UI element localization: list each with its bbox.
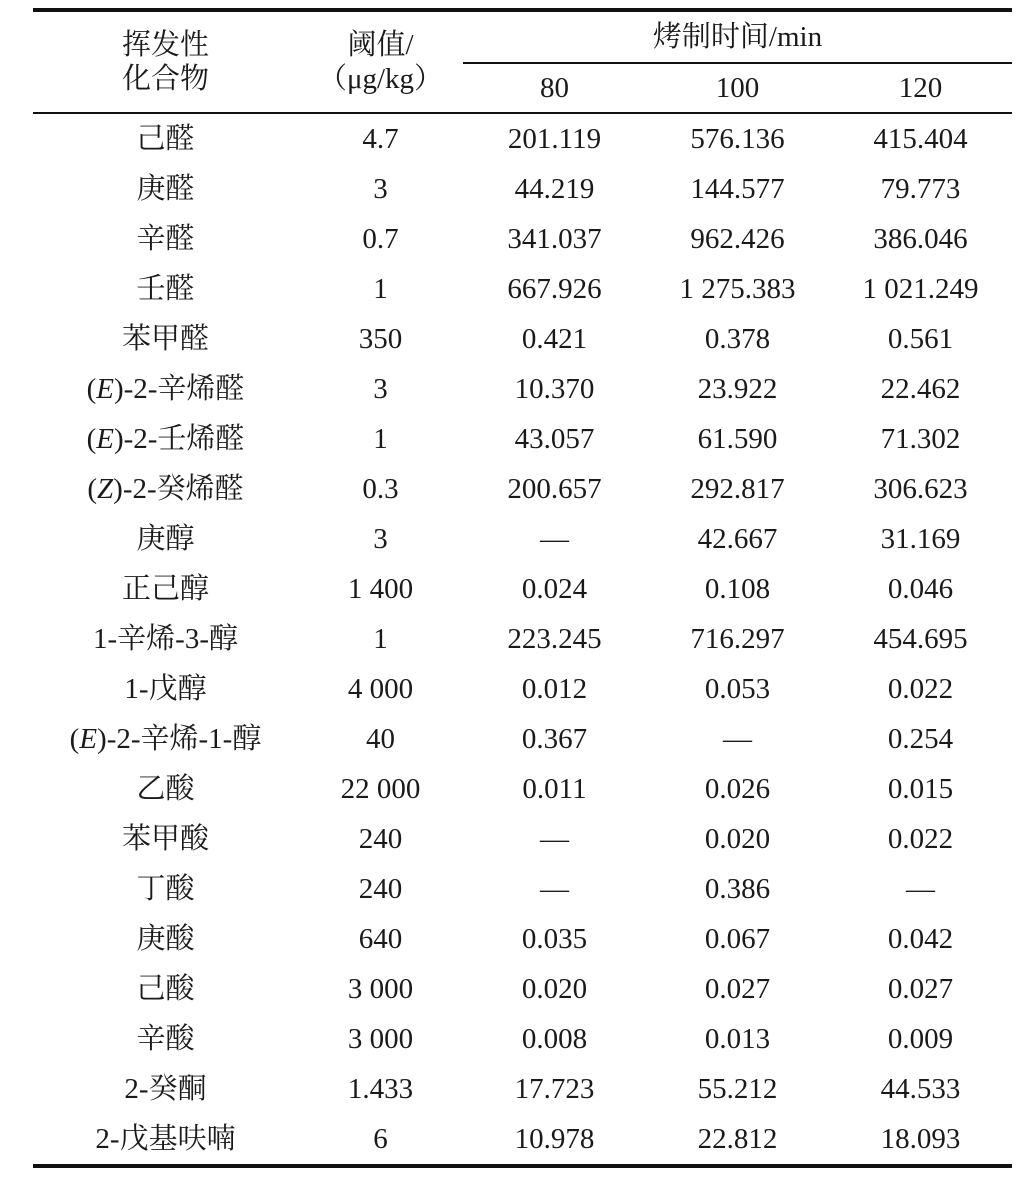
- table-row: [33, 414, 1012, 464]
- table-row: [33, 514, 1012, 564]
- compound-name-cell: 苯甲醛: [121, 323, 209, 355]
- compound-name-cell: 辛醛: [136, 223, 195, 255]
- value-100-cell: 0.378: [704, 323, 771, 355]
- table-row: [33, 464, 1012, 514]
- value-80-cell: 341.037: [507, 223, 602, 255]
- threshold-cell: 0.3: [362, 473, 399, 505]
- value-100-cell: 55.212: [697, 1073, 778, 1105]
- value-100-cell: 292.817: [690, 473, 785, 505]
- value-120-cell: 0.046: [887, 573, 954, 605]
- compound-name-cell: 庚醇: [136, 523, 195, 555]
- table-row: [33, 1014, 1012, 1064]
- table-row: [33, 564, 1012, 614]
- value-80-cell: 0.008: [521, 1023, 588, 1055]
- table-row: [33, 314, 1012, 364]
- value-100-cell: 0.027: [704, 973, 771, 1005]
- value-80-cell: 17.723: [514, 1073, 595, 1105]
- compound-name-cell: 己醛: [136, 123, 195, 155]
- value-120-cell: 306.623: [873, 473, 968, 505]
- threshold-cell: 240: [358, 823, 403, 855]
- value-80-cell: 200.657: [507, 473, 602, 505]
- threshold-cell: 0.7: [362, 223, 399, 255]
- threshold-cell: 4 000: [347, 673, 414, 705]
- compound-name-cell: (E)-2-壬烯醛: [86, 423, 245, 455]
- value-100-cell: 0.013: [704, 1023, 771, 1055]
- threshold-cell: 1: [373, 273, 388, 305]
- value-100-cell: 23.922: [697, 373, 778, 405]
- value-100-cell: 1 275.383: [679, 273, 796, 305]
- threshold-cell: 3: [373, 523, 388, 555]
- threshold-cell: 1: [373, 623, 388, 655]
- table-row: [33, 914, 1012, 964]
- table-row: [33, 864, 1012, 914]
- table-row: [33, 113, 1012, 164]
- value-120-cell: 18.093: [829, 1114, 1012, 1166]
- table-body: [33, 113, 1012, 1166]
- value-80-cell: 0.035: [521, 923, 588, 955]
- odor-activity-table-container: [33, 8, 1012, 1168]
- threshold-cell: 640: [358, 923, 403, 955]
- threshold-cell: 22 000: [340, 773, 421, 805]
- compound-column-header: [33, 10, 298, 113]
- table-row: [33, 1114, 1012, 1166]
- value-120-cell: 0.042: [887, 923, 954, 955]
- threshold-cell: 1.433: [347, 1073, 414, 1105]
- table-row: [33, 164, 1012, 214]
- value-120-cell: 0.254: [887, 723, 954, 755]
- table-row: [33, 614, 1012, 664]
- value-80-cell: 0.011: [522, 773, 587, 805]
- threshold-cell: 40: [366, 723, 395, 755]
- value-120-cell: 22.462: [880, 373, 961, 405]
- value-120-cell: 454.695: [873, 623, 968, 655]
- value-80-cell: 0.020: [521, 973, 588, 1005]
- threshold-cell: 1 400: [347, 573, 414, 605]
- table-row: [33, 964, 1012, 1014]
- threshold-cell: 3 000: [347, 1023, 414, 1055]
- value-100-cell: 716.297: [690, 623, 785, 655]
- value-80-cell: 0.421: [521, 323, 588, 355]
- value-120-cell: 44.533: [880, 1073, 961, 1105]
- table-row: [33, 764, 1012, 814]
- value-120-cell: 31.169: [880, 523, 961, 555]
- value-80-cell: 10.370: [514, 373, 595, 405]
- compound-name-cell: 1-辛烯-3-醇: [93, 623, 238, 655]
- value-120-cell: 71.302: [880, 423, 961, 455]
- value-80-cell: 0.367: [521, 723, 588, 755]
- compound-name-cell: 庚酸: [136, 923, 195, 955]
- compound-name-cell: (E)-2-辛烯醛: [86, 373, 245, 405]
- compound-header-line1: 挥发性: [121, 29, 209, 61]
- table-row: [33, 1064, 1012, 1114]
- compound-name-cell: 庚醛: [136, 173, 195, 205]
- value-120-cell: 386.046: [873, 223, 968, 255]
- compound-name-cell: 1-戊醇: [124, 673, 207, 705]
- value-80-cell: 43.057: [514, 423, 595, 455]
- value-80-cell: 0.024: [521, 573, 588, 605]
- value-80-cell: —: [540, 823, 569, 855]
- value-100-cell: 0.386: [704, 873, 771, 905]
- value-100-cell: 962.426: [690, 223, 785, 255]
- value-100-cell: 0.108: [704, 573, 771, 605]
- compound-name-cell: 壬醛: [136, 273, 195, 305]
- value-120-cell: 0.561: [887, 323, 954, 355]
- value-120-cell: 0.009: [887, 1023, 954, 1055]
- threshold-header-line1: 阈值/: [347, 29, 414, 61]
- value-120-cell: 415.404: [873, 123, 968, 155]
- value-120-cell: 0.027: [887, 973, 954, 1005]
- threshold-cell: 4.7: [362, 123, 399, 155]
- value-80-cell: —: [540, 873, 569, 905]
- table-row: [33, 714, 1012, 764]
- table-row: [33, 264, 1012, 314]
- value-100-cell: 42.667: [697, 523, 778, 555]
- odor-activity-table: [33, 8, 1012, 1168]
- compound-name-cell: (Z)-2-癸烯醛: [87, 473, 244, 505]
- time-header-80: 80: [463, 63, 646, 113]
- table-row: [33, 664, 1012, 714]
- value-100-cell: 576.136: [690, 123, 785, 155]
- compound-name-cell: 正己醇: [121, 573, 209, 605]
- value-80-cell: 201.119: [507, 123, 602, 155]
- value-100-cell: 0.067: [704, 923, 771, 955]
- value-80-cell: 10.978: [463, 1114, 646, 1166]
- table-row: [33, 364, 1012, 414]
- value-100-cell: 0.026: [704, 773, 771, 805]
- value-80-cell: 0.012: [521, 673, 588, 705]
- value-120-cell: 0.022: [887, 673, 954, 705]
- compound-name-cell: 2-癸酮: [124, 1073, 207, 1105]
- threshold-cell: 240: [358, 873, 403, 905]
- value-120-cell: 1 021.249: [862, 273, 979, 305]
- value-100-cell: 0.053: [704, 673, 771, 705]
- compound-header-line2: 化合物: [121, 63, 209, 95]
- value-80-cell: 667.926: [507, 273, 602, 305]
- value-80-cell: 223.245: [507, 623, 602, 655]
- table-row: [33, 214, 1012, 264]
- value-100-cell: 61.590: [697, 423, 778, 455]
- compound-name-cell: 苯甲酸: [121, 823, 209, 855]
- compound-name-cell: 己酸: [136, 973, 195, 1005]
- time-header-120: 120: [829, 63, 1012, 113]
- threshold-header-line2: （μg/kg）: [317, 63, 444, 95]
- threshold-cell: 3: [373, 173, 388, 205]
- value-120-cell: 0.022: [887, 823, 954, 855]
- value-120-cell: 0.015: [887, 773, 954, 805]
- compound-name-cell: 辛酸: [136, 1023, 195, 1055]
- value-100-cell: 0.020: [704, 823, 771, 855]
- compound-name-cell: 丁酸: [136, 873, 195, 905]
- value-120-cell: —: [906, 873, 935, 905]
- time-header-100: 100: [646, 63, 829, 113]
- table-header: [33, 10, 1012, 113]
- roasting-time-group-header: 烤制时间/min: [463, 10, 1012, 63]
- compound-name-cell: (E)-2-辛烯-1-醇: [69, 723, 262, 755]
- value-100-cell: 22.812: [646, 1114, 829, 1166]
- value-100-cell: —: [723, 723, 752, 755]
- threshold-cell: 6: [298, 1114, 463, 1166]
- value-80-cell: —: [540, 523, 569, 555]
- table-row: [33, 814, 1012, 864]
- threshold-column-header: [298, 10, 463, 113]
- compound-name-cell: 乙酸: [136, 773, 195, 805]
- threshold-cell: 3: [373, 373, 388, 405]
- value-120-cell: 79.773: [880, 173, 961, 205]
- value-100-cell: 144.577: [690, 173, 785, 205]
- threshold-cell: 3 000: [347, 973, 414, 1005]
- threshold-cell: 350: [358, 323, 403, 355]
- value-80-cell: 44.219: [514, 173, 595, 205]
- compound-name-cell: 2-戊基呋喃: [33, 1114, 298, 1166]
- threshold-cell: 1: [373, 423, 388, 455]
